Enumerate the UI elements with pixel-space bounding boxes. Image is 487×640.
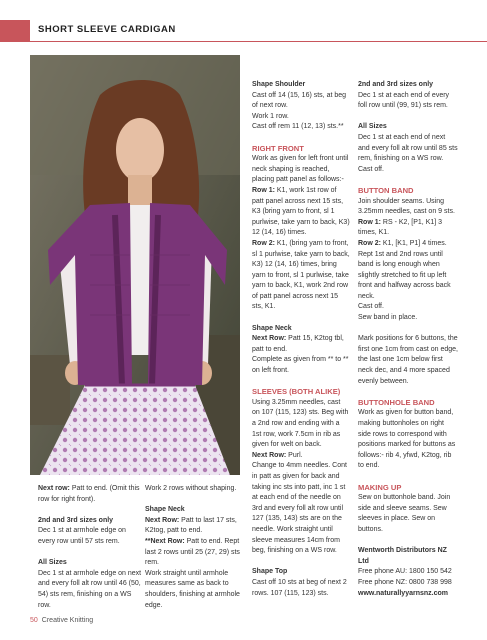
- phone-au: Free phone AU: 1800 150 542: [358, 568, 452, 576]
- text-buttonhole-band: Work as given for button band, making buttonholes on right side rows to correspond with positions marked for buttons as follows:- rib 4, yfwd, K2tog, rib to end.: [358, 409, 456, 470]
- text-all-sizes: Dec 1 st at armhole edge on next and every foll alt row until 46 (50, 54) sts rem, finishing on a WS row.: [38, 569, 142, 609]
- heading-button-band: BUTTON BAND: [358, 185, 414, 195]
- heading-shape-top: Shape Top: [252, 568, 288, 576]
- text-button-band: Join shoulder seams. Using 3.25mm needles, cast on 9 sts.: [358, 197, 455, 216]
- publication-name: Creative Knitting: [41, 617, 94, 624]
- text-cast-off: Cast off.: [358, 303, 384, 311]
- text-cast-off-rem: Cast off rem 11 (12, 13) sts.**: [252, 123, 344, 131]
- text-next-row: Patt to last 17 sts, K2tog, patt to end.: [145, 516, 237, 535]
- heading-all-sizes: All Sizes: [358, 123, 387, 131]
- text-column-2: [145, 484, 247, 611]
- text-next-row: Patt to end. (Omit this row for right front).: [38, 485, 140, 503]
- label-next-row: Next row:: [38, 485, 70, 492]
- text-sew-band: Sew band in place.: [358, 314, 418, 322]
- header-accent-tab: [0, 20, 30, 42]
- text-column-3: [252, 80, 350, 599]
- text-row-2: K1, [K1, P1] 4 times. Rept 1st and 2nd rows until band is long enough when slightly stretched to fit up left front and halfway across back neck.: [358, 239, 451, 300]
- text-work-row: Work 1 row.: [252, 112, 289, 120]
- heading-making-up: MAKING UP: [358, 482, 402, 492]
- heading-buttonhole-band: BUTTONHOLE BAND: [358, 397, 435, 407]
- text-sleeves: Using 3.25mm needles, cast on 107 (115, 123) sts. Beg with a 2nd row and ending with a 1st row, work 7.5cm in rib as given for welt on back.: [252, 398, 349, 449]
- heading-right-front: RIGHT FRONT: [252, 143, 304, 153]
- text-row-1: RS - K2, [P1, K1] 3 times, K1.: [358, 218, 443, 237]
- distributor-name: Wentworth Distributors NZ Ltd: [358, 547, 447, 565]
- heading-shape-neck: Shape Neck: [145, 506, 185, 514]
- label-star-next-row: **Next Row:: [145, 537, 185, 545]
- text-sizes-2-3: Dec 1 st at armhole edge on every row until 57 sts rem.: [38, 527, 126, 545]
- label-next-row: Next Row:: [145, 516, 180, 524]
- label-row-1: Row 1:: [358, 218, 381, 226]
- text-shape-shoulder: Cast off 14 (15, 16) sts, at beg of next row.: [252, 91, 347, 110]
- phone-nz: Free phone NZ: 0800 738 998: [358, 578, 452, 586]
- model-photo: [30, 55, 240, 475]
- heading-sizes-2-3: 2nd and 3rd sizes only: [358, 81, 434, 88]
- website-link[interactable]: www.naturallyyarnsnz.com: [358, 589, 448, 597]
- text-sizes-2-3: Dec 1 st at each end of every foll row until (99, 91) sts rem.: [358, 91, 450, 110]
- text-row-2: K1, (bring yarn to front, sl 1 purlwise, take yarn to back, K3) 12 (14, 16) times, bring yarn to front, sl 1 purlwise, take yarn to back, K1, work 2nd row of patt panel across next 15 sts, K1.: [252, 239, 350, 311]
- text-star-next-row: Patt to end. Rept last 2 rows until 25 (27, 29) sts rem.: [145, 537, 240, 567]
- text-mark-positions: Mark positions for 6 buttons, the first one 1cm from cast on edge, the last one 1cm below first neck dec, and 4 more spaced evenly between.: [358, 335, 458, 385]
- title-rule: [30, 41, 487, 42]
- heading-shape-neck: Shape Neck: [252, 324, 292, 332]
- text-column-4: [358, 80, 458, 599]
- text-work-rows: Work 2 rows without shaping.: [145, 485, 237, 492]
- label-sleeve-next-row: Next Row:: [252, 451, 287, 459]
- heading-shape-shoulder: Shape Shoulder: [252, 81, 306, 88]
- text-sleeve-change: Change to 4mm needles. Cont in patt as given for back and taking inc sts into patt, inc 1 st at each end of the needle on 3rd and every foll alt row until 127 (135, 143) sts are on the needle. Work straight until sleeve measures 14cm from beg, finishing on a WS row.: [252, 462, 347, 555]
- page-number: 50: [30, 617, 38, 624]
- text-right-front: Work as given for left front until neck shaping is reached, placing patt panel as follows:-: [252, 155, 349, 184]
- label-row-2: Row 2:: [252, 239, 275, 247]
- text-neck-next-row: Patt 15, K2tog tbl, patt to end.: [252, 335, 344, 353]
- label-row-2: Row 2:: [358, 239, 381, 247]
- heading-all-sizes: All Sizes: [38, 559, 67, 567]
- text-complete: Complete as given from ** to ** on left front.: [252, 356, 349, 375]
- text-work-straight: Work straight until armhole measures same as back to shoulders, finishing at armhole edge.: [145, 569, 240, 609]
- label-neck-next-row: Next Row:: [252, 335, 287, 343]
- text-shape-top: Cast off 10 sts at beg of next 2 rows. 107 (115, 123) sts.: [252, 578, 347, 597]
- heading-sizes-2-3: 2nd and 3rd sizes only: [38, 516, 114, 524]
- text-column-1: [38, 484, 142, 611]
- page-title: SHORT SLEEVE CARDIGAN: [38, 24, 176, 35]
- text-all-sizes: Dec 1 st at each end of next and every foll alt row until 85 sts rem, finishing on a WS row. Cast off.: [358, 133, 458, 173]
- page-footer: [30, 617, 93, 624]
- text-making-up: Sew on buttonhole band. Join side and sleeve seams. Sew sleeves in place. Sew on buttons.: [358, 494, 451, 533]
- heading-sleeves: SLEEVES (BOTH ALIKE): [252, 387, 341, 397]
- text-sleeve-next-row: Purl.: [286, 451, 303, 459]
- label-row-1: Row 1:: [252, 186, 275, 194]
- text-row-1: K1, work 1st row of patt panel across next 15 sts, K3 (bring yarn to front, sl 1 purlwise, take yarn to back, K3) 12 (14, 16) times.: [252, 186, 350, 237]
